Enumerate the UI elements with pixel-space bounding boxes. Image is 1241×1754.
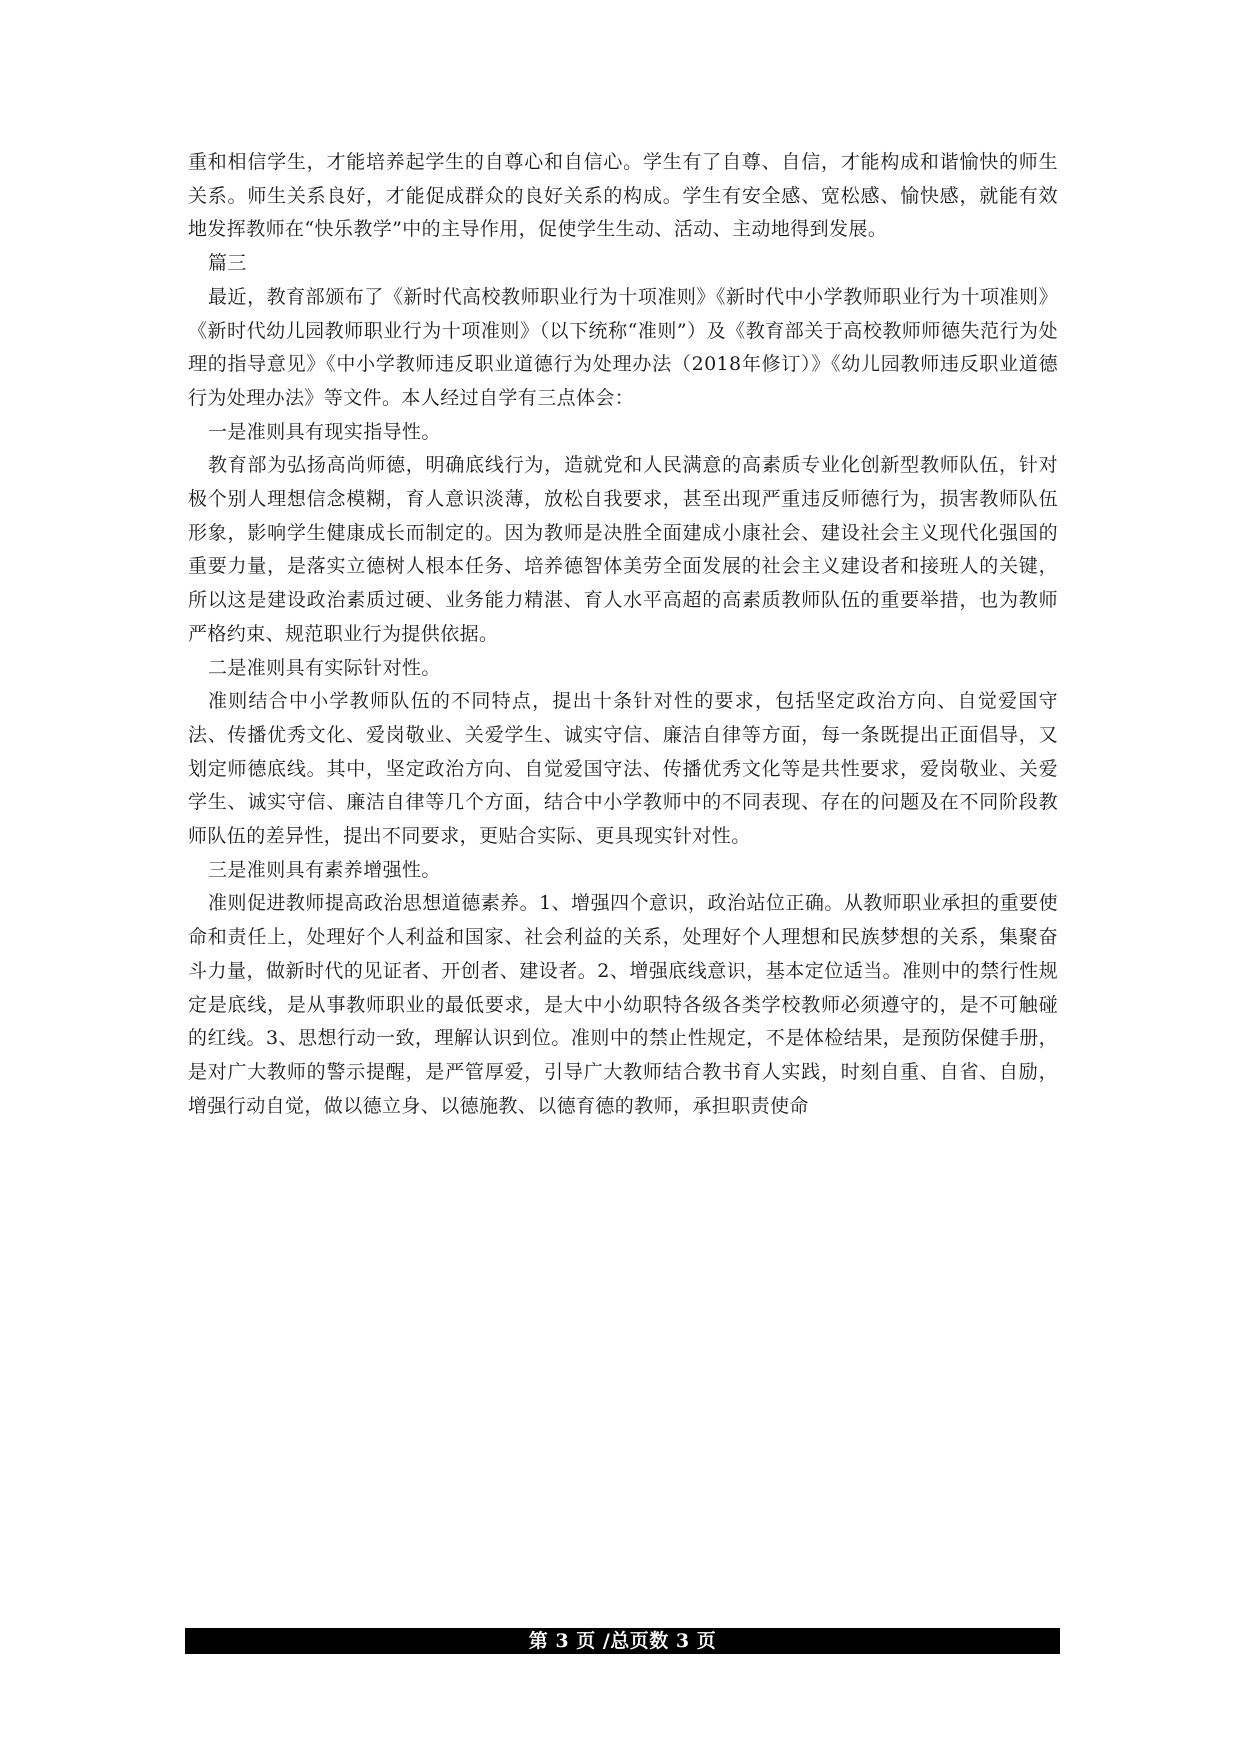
section-heading: 篇三: [208, 252, 247, 275]
point-heading: 一是准则具有现实指导性。: [208, 420, 441, 443]
page-footer: [185, 1628, 1060, 1654]
point-heading: 二是准则具有实际针对性。: [208, 656, 441, 679]
paragraph: 准则促进教师提高政治思想道德素养。1、增强四个意识，政治站位正确。从教师职业承担的重要使命和责任上，处理好个人利益和国家、社会利益的关系，处理好个人理想和民族梦想的关系，集聚奋斗力量，做新时代的见证者、开创者、建设者。2、增强底线意识，基本定位适当。准则中的禁行性规定是底线，是从事教师职业的最低要求，是大中小幼职特各级各类学校教师必须遵守的，是不可触碰的红线。3、思想行动一致，理解认识到位。准则中的禁止性规定，不是体检结果，是预防保健手册，是对广大教师的警示提醒，是严管厚爱，引导广大教师结合教书育人实践，时刻自重、自省、自励，增强行动自觉，做以德立身、以德施教、以德育德的教师，承担职责使命: [188, 892, 1058, 1117]
document-body: [188, 146, 1058, 1123]
paragraph: 最近，教育部颁布了《新时代高校教师职业行为十项准则》《新时代中小学教师职业行为十项准则》《新时代幼儿园教师职业行为十项准则》（以下统称“准则”）及《教育部关于高校教师师德失范行为处理的指导意见》《中小学教师违反职业道德行为处理办法（2018年修订）》《幼儿园教师违反职业道德行为处理办法》等文件。本人经过自学有三点体会：: [188, 285, 1058, 409]
page-number-label: 第 3 页 /总页数 3 页: [528, 1630, 717, 1652]
paragraph: 准则结合中小学教师队伍的不同特点，提出十条针对性的要求，包括坚定政治方向、自觉爱国守法、传播优秀文化、爱岗敬业、关爱学生、诚实守信、廉洁自律等方面，每一条既提出正面倡导，又划定师德底线。其中，坚定政治方向、自觉爱国守法、传播优秀文化等是共性要求，爱岗敬业、关爱学生、诚实守信、廉洁自律等几个方面，结合中小学教师中的不同表现、存在的问题及在不同阶段教师队伍的差异性，提出不同要求，更贴合实际、更具现实针对性。: [188, 690, 1058, 848]
point-heading: 三是准则具有素养增强性。: [208, 858, 441, 881]
paragraph: 重和相信学生，才能培养起学生的自尊心和自信心。学生有了自尊、自信，才能构成和谐愉快的师生关系。师生关系良好，才能促成群众的良好关系的构成。学生有安全感、宽松感、愉快感，就能有效地发挥教师在“快乐教学”中的主导作用，促使学生生动、活动、主动地得到发展。: [188, 151, 1058, 241]
paragraph: 教育部为弘扬高尚师德，明确底线行为，造就党和人民满意的高素质专业化创新型教师队伍，针对极个别人理想信念模糊，育人意识淡薄，放松自我要求，甚至出现严重违反师德行为，损害教师队伍形象，影响学生健康成长而制定的。因为教师是决胜全面建成小康社会、建设社会主义现代化强国的重要力量，是落实立德树人根本任务、培养德智体美劳全面发展的社会主义建设者和接班人的关键，所以这是建设政治素质过硬、业务能力精湛、育人水平高超的高素质教师队伍的重要举措，也为教师严格约束、规范职业行为提供依据。: [188, 454, 1058, 645]
